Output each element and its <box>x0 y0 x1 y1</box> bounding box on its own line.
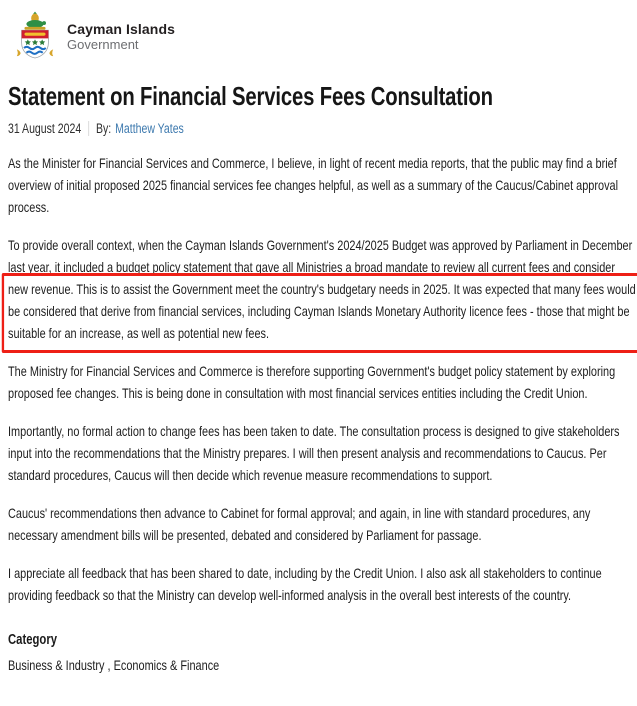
paragraph-cabinet-approval: Caucus' recommendations then advance to Cabinet for formal approval; and again, in line with standard procedures, any necessary amendment bills will be presented, debated and considered by Parliament for passage. <box>8 505 591 543</box>
paragraph-context-highlighted <box>8 234 637 344</box>
logo-title: Cayman Islands <box>67 20 175 37</box>
category-separator: , <box>104 657 114 673</box>
paragraph-ministry-support: The Ministry for Financial Services and Commerce is therefore supporting Government's budget policy statement by exploring proposed fee changes. This is being done in consultation with most financial services entities including the Credit Union. <box>8 363 616 401</box>
logo-wordmark <box>67 19 175 53</box>
article-body <box>8 152 637 606</box>
article-meta <box>8 121 637 136</box>
article-content <box>0 81 637 673</box>
byline <box>96 121 184 136</box>
paragraph-no-formal-action: Importantly, no formal action to change fees has been taken to date. The consultation process is designed to give stakeholders input into the recommendations that the Ministry prepares. I will then present analysis and recommendations to Caucus. Per standard procedures, Caucus will then decide which revenue measure recommendations to support. <box>8 423 620 483</box>
coat-of-arms-icon <box>13 11 57 61</box>
publish-date: 31 August 2024 <box>8 121 82 136</box>
site-header <box>0 0 637 63</box>
paragraph-feedback: I appreciate all feedback that has been shared to date, including by the Credit Union. I also ask all stakeholders to continue providing feedback so that the Ministry can develop well-informed analysis in the overall best interests of the country. <box>8 565 602 603</box>
government-logo[interactable] <box>13 11 175 61</box>
author-link[interactable]: Matthew Yates <box>115 121 184 136</box>
category-link-economics-finance[interactable]: Economics & Finance <box>113 657 220 673</box>
category-link-business-industry[interactable]: Business & Industry <box>8 657 105 673</box>
category-heading: Category <box>8 632 58 648</box>
byline-label: By: <box>96 121 112 136</box>
page-title: Statement on Financial Services Fees Consultation <box>8 81 493 111</box>
logo-subtitle: Government <box>67 37 139 53</box>
category-list <box>8 657 637 673</box>
meta-divider <box>88 121 89 136</box>
paragraph-text: To provide overall context, when the Cayman Islands Government's 2024/2025 Budget was approved by Parliament in December last year, it included a budget policy statement that gave all Ministries a broad mandate to review all current fees and consider new revenue. This is to assist the Government meet the country's budgetary needs in 2025. It was expected that many fees would be considered that derive from financial services, including Cayman Islands Monetary Authority licence fees - those that might be suitable for an increase, as well as potential new fees. <box>8 237 636 341</box>
paragraph-intro: As the Minister for Financial Services and Commerce, I believe, in light of recent media reports, that the public may find a brief overview of initial proposed 2025 financial services fee changes helpful, as well as a summary of the Caucus/Cabinet approval process. <box>8 155 619 215</box>
